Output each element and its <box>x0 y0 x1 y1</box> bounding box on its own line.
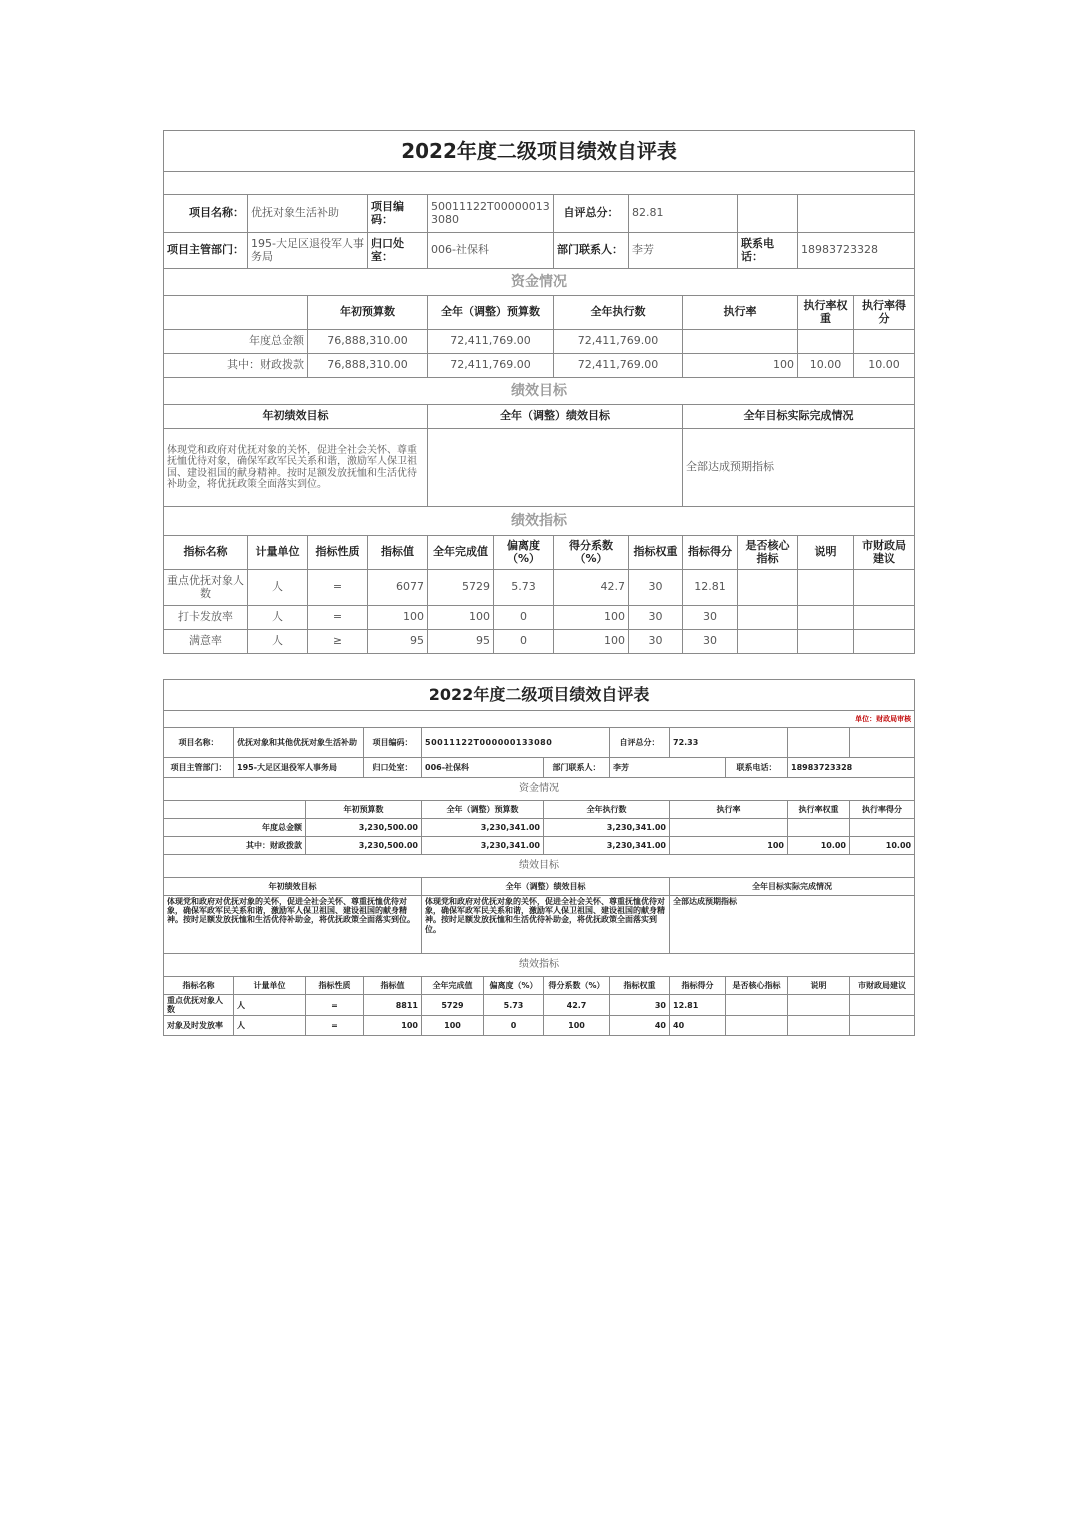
indicator-cell: 打卡发放率 <box>164 606 248 630</box>
indicator-header: 偏离度（%） <box>484 977 544 995</box>
indicator-header: 指标权重 <box>610 977 670 995</box>
dept-label: 项目主管部门： <box>164 233 248 269</box>
evaluation-form-1 <box>163 130 914 654</box>
indicator-cell: 100 <box>368 606 428 630</box>
goal-actual-text: 全部达成预期指标 <box>670 896 915 954</box>
indicator-header: 计量单位 <box>234 977 306 995</box>
indicator-cell: = <box>308 570 368 606</box>
indicator-cell <box>726 995 788 1016</box>
indicator-cell: 12.81 <box>670 995 726 1016</box>
funds-cell: 年度总金额 <box>164 330 308 354</box>
form-table <box>163 679 915 1036</box>
indicator-cell: 100 <box>428 606 494 630</box>
indicator-row <box>164 570 915 606</box>
form-title: 2022年度二级项目绩效自评表 <box>164 680 915 711</box>
indicator-cell: 100 <box>364 1016 422 1036</box>
indicator-cell: = <box>306 995 364 1016</box>
indicator-cell: 12.81 <box>683 570 738 606</box>
funds-cell: 3,230,500.00 <box>306 819 422 837</box>
unit-note: 单位：财政局审核 <box>164 711 915 728</box>
contact-value: 李芳 <box>629 233 738 269</box>
indicator-header: 指标名称 <box>164 977 234 995</box>
funds-cell <box>850 819 915 837</box>
project-code-label: 项目编码： <box>364 728 422 758</box>
funds-cell: 10.00 <box>854 354 915 378</box>
indicator-cell: 30 <box>629 630 683 654</box>
indicator-row <box>164 606 915 630</box>
indicator-cell: 30 <box>683 630 738 654</box>
goals-header: 全年（调整）绩效目标 <box>428 405 683 429</box>
office-label: 归口处室： <box>368 233 428 269</box>
funds-cell <box>788 819 850 837</box>
indicator-cell: 8811 <box>364 995 422 1016</box>
funds-header <box>164 296 308 330</box>
indicator-cell: 5.73 <box>494 570 554 606</box>
section-indicators: 绩效指标 <box>164 507 915 536</box>
funds-cell: 其中：财政拨款 <box>164 354 308 378</box>
indicator-cell <box>738 606 798 630</box>
indicator-header: 指标权重 <box>629 536 683 570</box>
funds-cell <box>854 330 915 354</box>
funds-header: 年初预算数 <box>308 296 428 330</box>
indicator-cell: 0 <box>494 630 554 654</box>
funds-header: 执行率得分 <box>850 801 915 819</box>
funds-cell <box>670 819 788 837</box>
self-score-value: 82.81 <box>629 195 738 233</box>
indicator-cell: 30 <box>610 995 670 1016</box>
blank-row <box>164 172 915 195</box>
funds-cell: 其中：财政拨款 <box>164 837 306 855</box>
indicator-cell: 30 <box>683 606 738 630</box>
funds-header: 执行率得分 <box>854 296 915 330</box>
indicator-cell: 人 <box>248 570 308 606</box>
indicator-cell: 40 <box>610 1016 670 1036</box>
form-title: 2022年度二级项目绩效自评表 <box>164 131 915 172</box>
empty-cell <box>850 728 915 758</box>
goal-adjusted-text: 体现党和政府对优抚对象的关怀，促进全社会关怀、尊重抚恤优待对象，确保军政军民关系和谐，激励军人保卫祖国、建设祖国的献身精神。按时足额发放抚恤和生活优待补助金，将优抚政策全面落实到位。 <box>422 896 670 954</box>
project-code-value: 50011122T000000133080 <box>422 728 610 758</box>
funds-header: 全年执行数 <box>544 801 670 819</box>
funds-row <box>164 837 915 855</box>
indicator-cell: 42.7 <box>554 570 629 606</box>
project-name-value: 优抚对象生活补助 <box>248 195 368 233</box>
funds-header: 执行率权重 <box>788 801 850 819</box>
contact-label: 部门联系人： <box>544 758 610 778</box>
funds-cell: 3,230,341.00 <box>422 837 544 855</box>
indicator-cell <box>798 570 854 606</box>
funds-header: 执行率 <box>670 801 788 819</box>
office-value: 006-社保科 <box>428 233 554 269</box>
section-indicators: 绩效指标 <box>164 954 915 977</box>
indicator-cell <box>854 630 915 654</box>
funds-cell: 3,230,341.00 <box>544 837 670 855</box>
indicator-cell: = <box>306 1016 364 1036</box>
indicator-cell: 0 <box>494 606 554 630</box>
indicator-cell: 人 <box>234 995 306 1016</box>
indicator-cell <box>738 630 798 654</box>
indicator-row <box>164 1016 915 1036</box>
indicator-header: 说明 <box>798 536 854 570</box>
indicator-row <box>164 630 915 654</box>
dept-value: 195-大足区退役军人事务局 <box>234 758 364 778</box>
contact-label: 部门联系人： <box>554 233 629 269</box>
dept-value: 195-大足区退役军人事务局 <box>248 233 368 269</box>
office-value: 006-社保科 <box>422 758 544 778</box>
indicator-header: 得分系数（%） <box>544 977 610 995</box>
indicator-header: 指标得分 <box>683 536 738 570</box>
contact-value: 李芳 <box>610 758 726 778</box>
goal-initial-text: 体现党和政府对优抚对象的关怀，促进全社会关怀、尊重抚恤优待对象，确保军政军民关系和谐，激励军人保卫祖国、建设祖国的献身精神。按时足额发放抚恤和生活优待补助金，将优抚政策全面落实到位。 <box>164 429 428 507</box>
indicator-cell: 5729 <box>428 570 494 606</box>
indicator-header: 计量单位 <box>248 536 308 570</box>
indicator-cell: 95 <box>428 630 494 654</box>
funds-header: 全年（调整）预算数 <box>422 801 544 819</box>
indicator-cell: 满意率 <box>164 630 248 654</box>
goals-header: 全年目标实际完成情况 <box>670 878 915 896</box>
office-label: 归口处室： <box>364 758 422 778</box>
indicator-header: 是否核心指标 <box>726 977 788 995</box>
indicator-cell: ≥ <box>308 630 368 654</box>
goals-header: 年初绩效目标 <box>164 405 428 429</box>
indicator-header: 市财政局建议 <box>850 977 915 995</box>
funds-cell: 76,888,310.00 <box>308 354 428 378</box>
section-goals: 绩效目标 <box>164 378 915 405</box>
project-name-label: 项目名称： <box>164 195 248 233</box>
indicator-cell: 100 <box>422 1016 484 1036</box>
indicator-cell: 0 <box>484 1016 544 1036</box>
indicator-cell: 40 <box>670 1016 726 1036</box>
phone-label: 联系电话： <box>726 758 788 778</box>
funds-header: 执行率 <box>683 296 798 330</box>
funds-cell: 100 <box>683 354 798 378</box>
indicator-cell <box>726 1016 788 1036</box>
goals-header: 全年（调整）绩效目标 <box>422 878 670 896</box>
indicator-cell: 30 <box>629 606 683 630</box>
indicator-cell <box>738 570 798 606</box>
indicator-cell <box>798 630 854 654</box>
funds-cell <box>683 330 798 354</box>
project-name-value: 优抚对象和其他优抚对象生活补助 <box>234 728 364 758</box>
project-code-value: 50011122T000000133080 <box>428 195 554 233</box>
indicator-cell: 5.73 <box>484 995 544 1016</box>
funds-cell: 72,411,769.00 <box>554 354 683 378</box>
indicator-header: 全年完成值 <box>422 977 484 995</box>
funds-header: 全年（调整）预算数 <box>428 296 554 330</box>
indicator-header: 指标得分 <box>670 977 726 995</box>
indicator-header: 得分系数（%） <box>554 536 629 570</box>
indicator-cell: 95 <box>368 630 428 654</box>
funds-row <box>164 354 915 378</box>
indicator-header: 说明 <box>788 977 850 995</box>
indicator-cell <box>850 995 915 1016</box>
empty-cell <box>798 195 915 233</box>
indicator-cell: 100 <box>554 606 629 630</box>
empty-cell <box>738 195 798 233</box>
indicator-row <box>164 995 915 1016</box>
funds-cell: 72,411,769.00 <box>554 330 683 354</box>
funds-cell: 76,888,310.00 <box>308 330 428 354</box>
funds-row <box>164 330 915 354</box>
indicator-header: 指标性质 <box>306 977 364 995</box>
self-score-label: 自评总分： <box>554 195 629 233</box>
goals-header: 全年目标实际完成情况 <box>683 405 915 429</box>
indicator-cell: 100 <box>544 1016 610 1036</box>
indicator-cell: 100 <box>554 630 629 654</box>
project-name-label: 项目名称： <box>164 728 234 758</box>
funds-cell: 100 <box>670 837 788 855</box>
phone-value: 18983723328 <box>798 233 915 269</box>
indicator-cell: 42.7 <box>544 995 610 1016</box>
goal-initial-text: 体现党和政府对优抚对象的关怀，促进全社会关怀、尊重抚恤优待对象，确保军政军民关系和谐，激励军人保卫祖国、建设祖国的献身精神。按时足额发放抚恤和生活优待补助金，将优抚政策全面落实到位。 <box>164 896 422 954</box>
funds-cell: 10.00 <box>850 837 915 855</box>
indicator-cell: 人 <box>248 606 308 630</box>
self-score-value: 72.33 <box>670 728 788 758</box>
funds-header: 全年执行数 <box>554 296 683 330</box>
self-score-label: 自评总分： <box>610 728 670 758</box>
section-goals: 绩效目标 <box>164 855 915 878</box>
indicator-header: 全年完成值 <box>428 536 494 570</box>
section-funds: 资金情况 <box>164 269 915 296</box>
indicator-header: 指标名称 <box>164 536 248 570</box>
goal-actual-text: 全部达成预期指标 <box>683 429 915 507</box>
indicator-cell: 6077 <box>368 570 428 606</box>
phone-value: 18983723328 <box>788 758 915 778</box>
indicator-cell <box>854 570 915 606</box>
funds-cell: 年度总金额 <box>164 819 306 837</box>
evaluation-form-2 <box>163 679 914 1036</box>
indicator-cell: 5729 <box>422 995 484 1016</box>
indicator-cell: 30 <box>629 570 683 606</box>
funds-header: 年初预算数 <box>306 801 422 819</box>
funds-cell: 10.00 <box>798 354 854 378</box>
indicator-cell <box>788 995 850 1016</box>
indicator-cell: 人 <box>234 1016 306 1036</box>
indicator-header: 市财政局建议 <box>854 536 915 570</box>
funds-cell: 10.00 <box>788 837 850 855</box>
indicator-header: 是否核心指标 <box>738 536 798 570</box>
indicator-cell <box>854 606 915 630</box>
section-funds: 资金情况 <box>164 778 915 801</box>
goals-header: 年初绩效目标 <box>164 878 422 896</box>
funds-cell: 72,411,769.00 <box>428 354 554 378</box>
goal-adjusted-text <box>428 429 683 507</box>
funds-cell: 3,230,341.00 <box>422 819 544 837</box>
project-code-label: 项目编码： <box>368 195 428 233</box>
indicator-cell: 重点优抚对象人数 <box>164 995 234 1016</box>
dept-label: 项目主管部门： <box>164 758 234 778</box>
funds-cell <box>798 330 854 354</box>
funds-cell: 3,230,500.00 <box>306 837 422 855</box>
indicator-cell <box>850 1016 915 1036</box>
indicator-cell: 人 <box>248 630 308 654</box>
funds-row <box>164 819 915 837</box>
indicator-cell: 重点优抚对象人数 <box>164 570 248 606</box>
phone-label: 联系电话： <box>738 233 798 269</box>
indicator-header: 指标性质 <box>308 536 368 570</box>
indicator-header: 偏离度（%） <box>494 536 554 570</box>
indicator-header: 指标值 <box>368 536 428 570</box>
indicator-header: 指标值 <box>364 977 422 995</box>
funds-header: 执行率权重 <box>798 296 854 330</box>
indicator-cell <box>798 606 854 630</box>
funds-header <box>164 801 306 819</box>
funds-cell: 72,411,769.00 <box>428 330 554 354</box>
indicator-cell: = <box>308 606 368 630</box>
funds-cell: 3,230,341.00 <box>544 819 670 837</box>
indicator-cell <box>788 1016 850 1036</box>
empty-cell <box>788 728 850 758</box>
form-table <box>163 130 915 654</box>
indicator-cell: 对象及时发放率 <box>164 1016 234 1036</box>
